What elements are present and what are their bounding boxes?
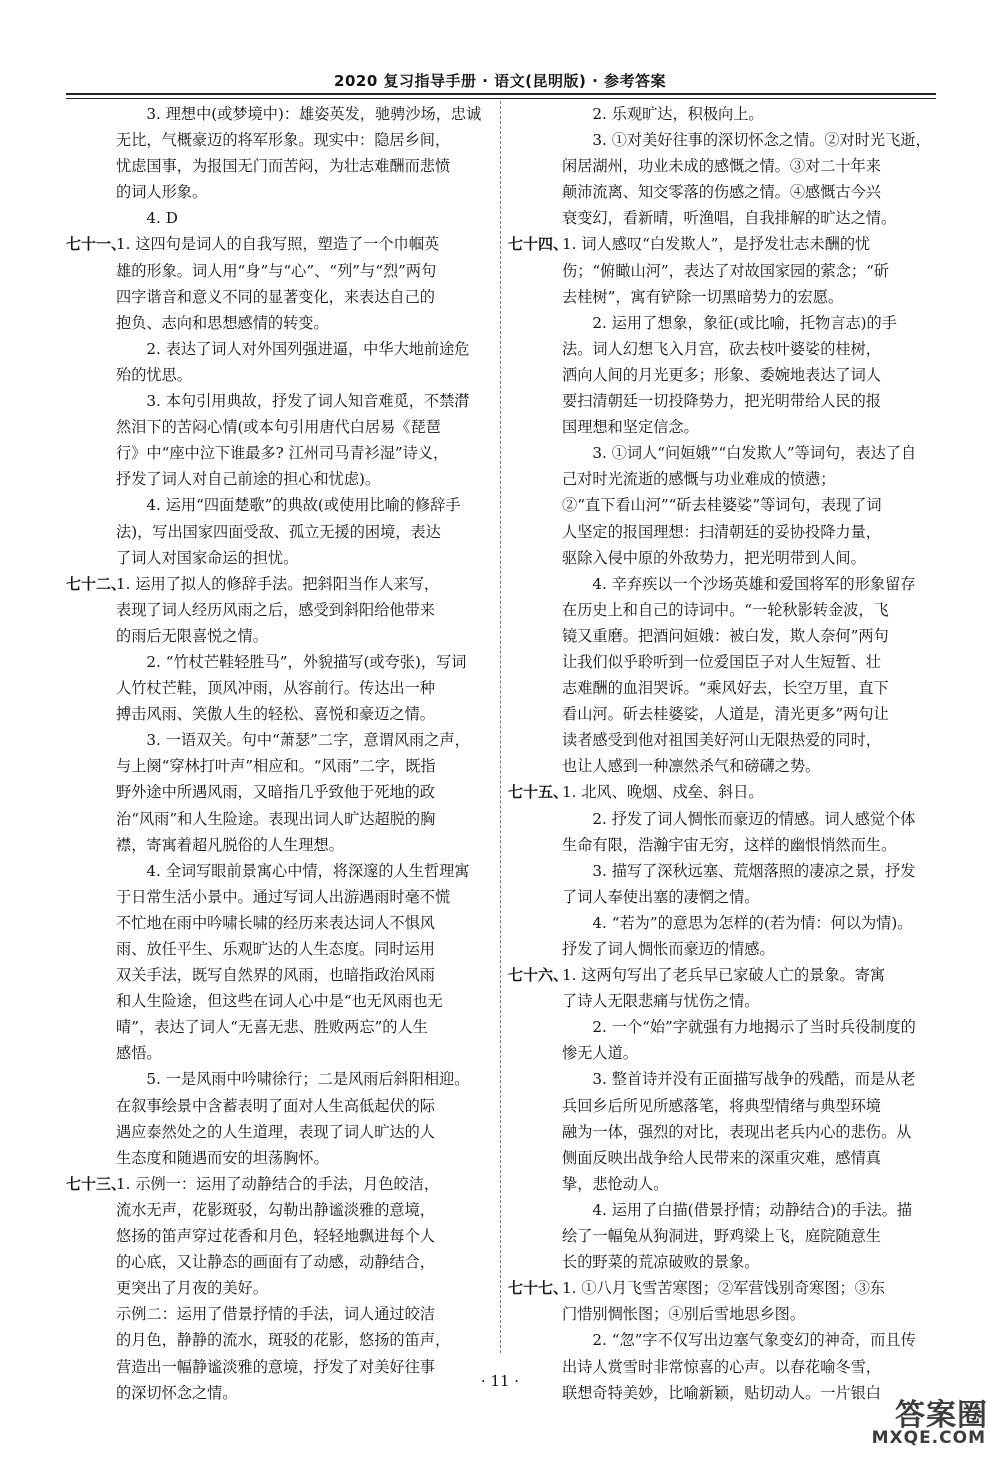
answer-line: 融为一体，强烈的对比，表现出老兵内心的悲伤。从 [562,1122,912,1141]
answer-line: 也让人感到一种凛然杀气和磅礴之势。 [562,757,821,776]
answer-line: 3. 整首诗并没有正面描写战争的残酷，而是从老 [592,1070,916,1089]
header-rule-thick [66,93,936,95]
answer-line: 4. 辛弃疾以一个沙场英雄和爱国将军的形象留存 [592,574,916,593]
answer-section [508,101,934,231]
answer-line: 治“风雨”和人生险途。表现出词人旷达超脱的胸 [116,809,436,828]
answer-line: 的词人形象。 [116,183,208,202]
answer-line: 更突出了月夜的美好。 [116,1279,268,1298]
answer-line: 要扫清朝廷一切投降势力，把光明带给人民的报 [562,392,881,411]
watermark-logo: 答案圈 [895,1398,988,1433]
answer-line: 了词人奉使出塞的凄惘之情。 [562,887,760,906]
answer-line: ②“直下看山河”“斫去桂婆娑”等词句，表现了词 [562,496,882,515]
answer-line: 搏击风雨、笑傲人生的轻松、喜悦和豪迈之情。 [116,705,435,724]
section-number: 七十四、 [508,235,569,254]
answer-line: 于日常生活小景中。通过写词人出游遇雨时毫不慌 [116,887,451,906]
answer-line: 了词人对国家命运的担忧。 [116,548,299,567]
answer-line: 雨、放任平生、乐观旷达的人生态度。同时运用 [116,940,435,958]
answer-line: 伤；“俯瞰山河”，表达了对故国家园的萦念；“斫 [562,261,890,280]
answer-line: 流水无声，花影斑驳，勾勒出静谧淡雅的意境， [116,1200,435,1219]
watermark [870,1390,988,1452]
watermark-url: MXQE.COM [871,1428,986,1448]
answer-line: 抱负、志向和思想感情的转变。 [116,313,329,332]
page-number: · 11 · [480,1372,520,1390]
section-number: 七十六、 [508,966,569,985]
answer-line: 示例二：运用了借景抒情的手法，词人通过皎洁 [116,1305,435,1324]
answer-line: 去桂树”，寓有铲除一切黑暗势力的宏愿。 [562,287,844,306]
answer-line: 的深切怀念之情。 [116,1383,238,1402]
answer-section [66,231,486,570]
answer-line: 志难酬的血泪哭诉。“乘风好去，长空万里，直下 [562,679,889,698]
answer-line: 生态度和随遇而安的坦荡胸怀。 [116,1148,329,1167]
answer-line: 洒向人间的月光更多；形象、委婉地表达了词人 [562,365,881,384]
header-rule-thin [66,98,936,99]
answer-line: 无比，气概豪迈的将军形象。现实中：隐居乡间， [116,131,451,150]
answer-section [66,1171,486,1406]
answer-line: 忧虑国事，为报国无门而苦闷，为壮志难酬而悲愤 [116,157,451,176]
answer-line: 1. 这两句写出了老兵早已家破人亡的景象。寄寓 [562,966,886,985]
section-number: 七十七、 [508,1279,569,1298]
answer-line: 生命有限，浩瀚宇宙无穷，这样的幽恨悄然而生。 [562,835,897,854]
answer-line: 2. 运用了想象，象征(或比喻，托物言志)的手 [592,313,897,332]
answer-line: 闲居湖州，功业未成的感慨之情。③对二十年来 [562,157,881,176]
column-divider [500,101,501,1353]
answer-line: 2. 表达了词人对外国列强进逼，中华大地前途危 [146,339,470,358]
answer-line: 双关手法，既写自然界的风雨，也暗指政治风雨 [116,966,435,985]
answer-line: 的心底，又让静态的画面有了动感，动静结合， [116,1253,435,1272]
section-number: 七十五、 [508,783,569,802]
answer-line: 法。词人幻想飞入月宫，砍去枝叶婆娑的桂树， [562,339,881,358]
section-number: 七十一、 [66,235,127,254]
answer-section [66,101,486,231]
answer-line: 2. 乐观旷达，积极向上。 [592,105,764,123]
answer-line: 惨无人道。 [562,1044,638,1063]
answer-line: 抒发了词人对自己前途的担心和忧虑)。 [116,470,381,489]
answer-line: 国理想和坚定信念。 [562,418,699,437]
answer-line: 晴”，表达了词人“无喜无悲、胜败两忘”的人生 [116,1018,428,1037]
answer-line: 3. 描写了深秋远塞、荒烟落照的凄凉之景，抒发 [592,861,916,880]
answer-line: 与上阕“穿林打叶声”相应和。“风雨”二字，既指 [116,757,436,776]
answer-line: 野外途中所遇风雨，又暗指几乎致他于死地的政 [116,783,435,802]
answer-line: 了诗人无限悲痛与忧伤之情。 [562,992,760,1011]
answer-section [508,962,934,1275]
answer-line: 2. “忽”字不仅写出边塞气象变幻的神奇，而且传 [592,1331,916,1350]
answer-line: 表现了词人经历风雨之后，感受到斜阳给他带来 [116,600,435,619]
answer-line: 驱除入侵中原的外敌势力，把光明带到人间。 [562,548,866,567]
answer-line: 4. 全词写眼前景寓心中情，将深邃的人生哲理寓 [146,861,470,880]
answer-line: 看山河。斫去桂婆娑，人道是，清光更多”两句让 [562,705,889,724]
answer-line: 3. 理想中(或梦境中)：雄姿英发，驰骋沙场，忠诚 [146,105,482,123]
answer-line: 侧面反映出战争给人民带来的深重灾难，感情真 [562,1148,881,1167]
answer-line: 悠扬的笛声穿过花香和月色，轻轻地飘进每个人 [116,1227,435,1246]
answer-line: 4. 运用了白描(借景抒情；动静结合)的手法。描 [592,1200,913,1219]
answer-line: 5. 一是风雨中吟啸徐行；二是风雨后斜阳相迎。 [146,1070,470,1089]
answer-line: 1. 北风、晚烟、戍垒、斜日。 [562,783,764,802]
answer-line: 的雨后无限喜悦之情。 [116,626,268,645]
answer-line: 挚，悲怆动人。 [562,1174,669,1193]
answer-line: 四字谐音和意义不同的显著变化，来表达自己的 [116,287,435,306]
answer-line: 3. 本句引用典故，抒发了词人知音难觅，不禁潸 [146,392,470,411]
answer-line: 颠沛流离、知交零落的伤感之情。④感慨古今兴 [562,183,881,202]
answer-line: 4. “若为”的意思为怎样的(若为情：何以为情)。 [592,913,913,932]
answer-section [508,779,934,962]
answer-line: 1. 这四句是词人的自我写照，塑造了一个巾帼英 [116,235,440,254]
answer-line: 长的野菜的荒凉破败的景象。 [562,1253,760,1272]
answer-line: 营造出一幅静谧淡雅的意境，抒发了对美好往事 [116,1357,435,1376]
answer-line: 人竹杖芒鞋，顶风冲雨，从容前行。传达出一种 [116,679,435,698]
answer-section [508,231,934,779]
answer-line: 人坚定的报国理想：扫清朝廷的妥协投降力量， [562,522,881,541]
answer-line: 己对时光流逝的感慨与功业难成的愤懑； [562,470,836,489]
answer-line: 3. ①词人“问姮娥”“白发欺人”等词句，表达了自 [592,444,917,463]
answer-line: 3. 一语双关。句中“萧瑟”二字，意谓风雨之声， [146,731,470,750]
answer-line: 感悟。 [116,1044,162,1063]
answer-line: 的月色，静静的流水，斑驳的花影，悠扬的笛声， [116,1331,451,1350]
left-column [66,101,486,1406]
answer-line: 遇应泰然处之的人生道理，表现了词人旷达的人 [116,1122,435,1141]
answer-line: 1. 词人感叹“白发欺人”，是抒发壮志未酬的忧 [562,235,871,254]
answer-line: 门惜别惆怅图；④别后雪地思乡图。 [562,1305,805,1324]
answer-line: 1. ①八月飞雪苦寒图；②军营饯别奇寒图；③东 [562,1279,886,1298]
answer-line: 4. D [146,209,178,228]
answer-line: 3. ①对美好往事的深切怀念之情。②对时光飞逝， [592,131,931,150]
answer-line: 绘了一幅兔从狗洞进，野鸡梁上飞，庭院随意生 [562,1227,881,1246]
answer-line: 镜又重磨。把酒问姮娥：被白发，欺人奈何”两句 [562,626,889,645]
answer-line: 法)，写出国家四面受敌、孤立无援的困境，表达 [116,522,441,541]
page-header: 2020 复习指导手册 · 语文(昆明版) · 参考答案 [334,72,666,90]
answer-line: 1. 示例一：运用了动静结合的手法，月色皎洁， [116,1174,440,1193]
answer-line: 出诗人赏雪时非常惊喜的心声。以春花喻冬雪， [562,1357,881,1376]
answer-line: 兵回乡后所见所感落笔，将典型情绪与典型环境 [562,1096,881,1115]
answer-line: 2. 抒发了词人惆怅而豪迈的情感。词人感觉个体 [592,809,916,828]
answer-line: 1. 运用了拟人的修辞手法。把斜阳当作人来写， [116,574,440,593]
answer-line: 2. 一个“始”字就强有力地揭示了当时兵役制度的 [592,1018,916,1037]
answer-line: 在叙事绘景中含蓄表明了面对人生高低起伏的际 [116,1096,435,1115]
answer-line: 让我们似乎聆听到一位爱国臣子对人生短暂、壮 [562,652,881,671]
answer-section [66,571,486,1171]
answer-line: 联想奇特美妙，比喻新颖，贴切动人。一片银白 [562,1383,881,1402]
right-column [508,101,934,1406]
answer-line: 4. 运用“四面楚歌”的典故(或使用比喻的修辞手 [146,496,461,515]
answer-line: 和人生险途，但这些在词人心中是“也无风雨也无 [116,992,443,1011]
answer-line: 雄的形象。词人用“身”与“心”、“列”与“烈”两句 [116,261,437,280]
answer-line: 行》中“座中泣下谁最多? 江州司马青衫湿”诗义， [116,444,449,463]
answer-line: 在历史上和自己的诗词中。“一轮秋影转金波，飞 [562,600,889,619]
answer-line: 2. “竹杖芒鞋轻胜马”，外貌描写(或夸张)，写词 [146,652,467,671]
answer-line: 殆的忧思。 [116,365,192,384]
answer-line: 抒发了词人惆怅而豪迈的情感。 [562,940,775,958]
answer-line: 衰变幻，看新晴，听渔唱，自我排解的旷达之情。 [562,209,897,228]
answer-line: 读者感受到他对祖国美好河山无限热爱的同时， [562,731,881,750]
answer-line: 然泪下的苦闷心情(或本句引用唐代白居易《琵琶 [116,418,441,437]
section-number: 七十三、 [66,1174,127,1193]
section-number: 七十二、 [66,574,127,593]
answer-line: 不忙地在雨中吟啸长啸的经历来表达词人不惧风 [116,913,435,932]
answer-line: 襟，寄寓着超凡脱俗的人生理想。 [116,835,344,854]
